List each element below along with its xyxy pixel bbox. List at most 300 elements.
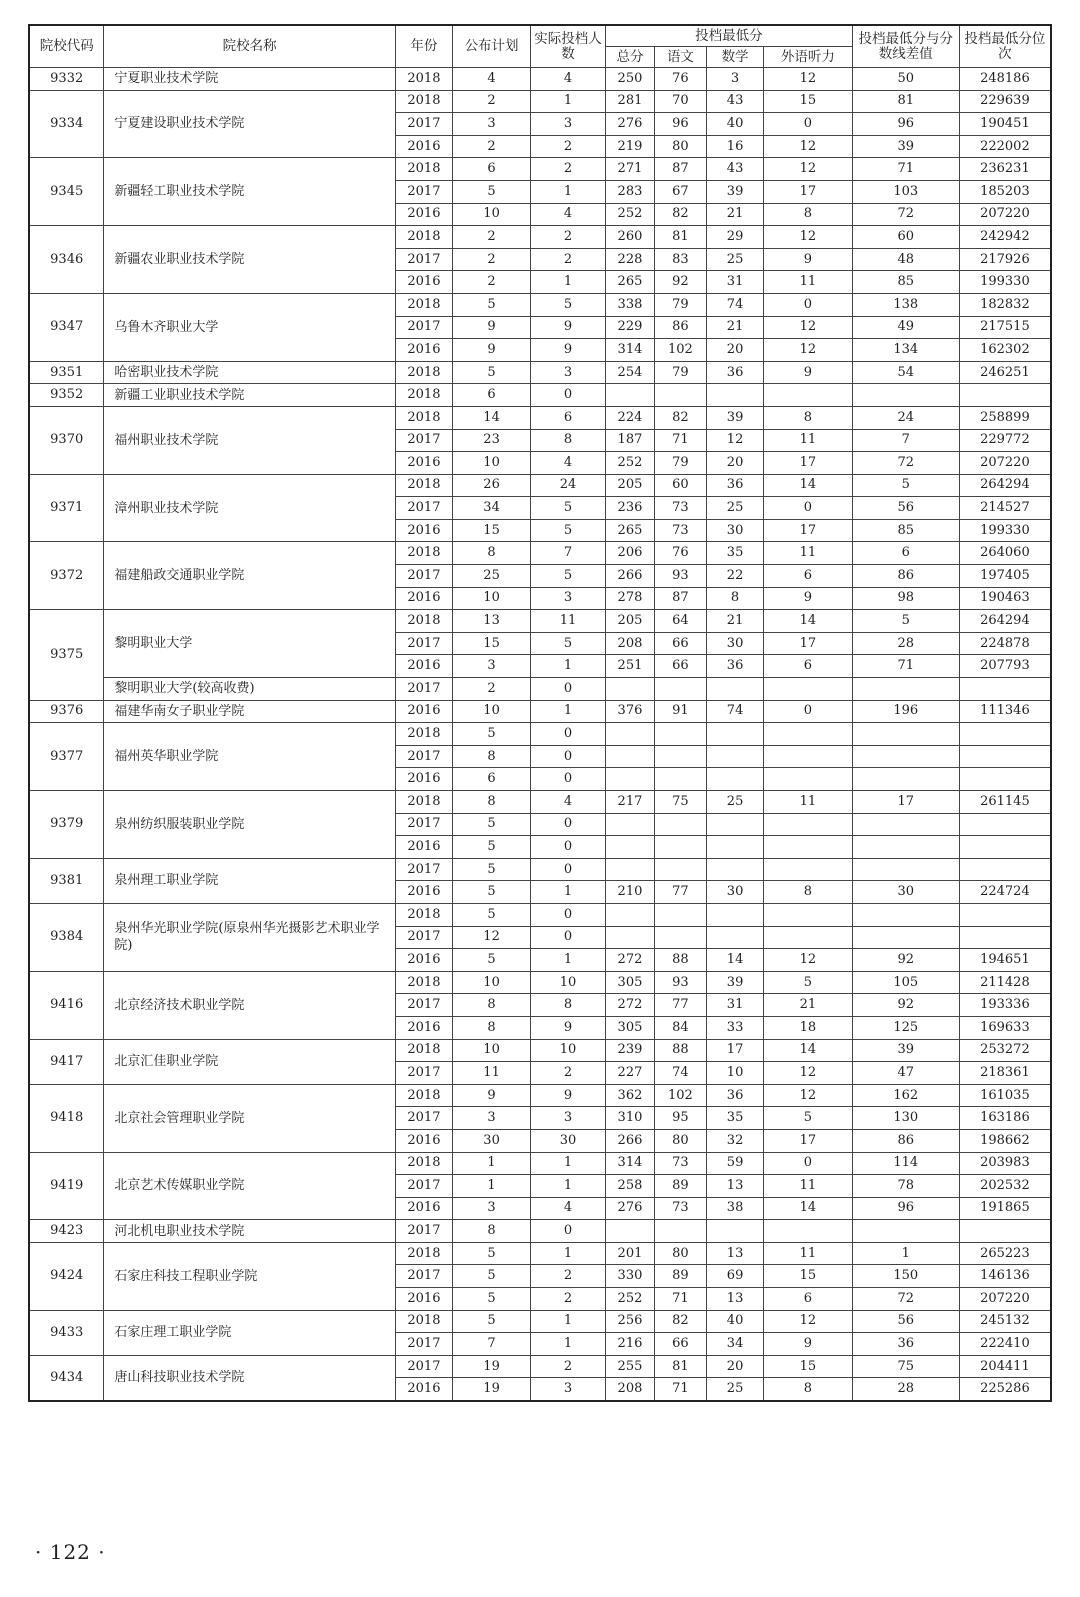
math-score-cell xyxy=(706,1220,763,1243)
score-diff-cell: 150 xyxy=(852,1265,959,1288)
total-score-cell: 266 xyxy=(606,565,655,588)
score-diff-cell xyxy=(852,813,959,836)
foreign-score-cell xyxy=(764,813,852,836)
plan-cell: 8 xyxy=(453,1016,531,1039)
rank-cell: 211428 xyxy=(959,971,1051,994)
year-cell: 2017 xyxy=(395,113,452,136)
header-total: 总分 xyxy=(606,47,655,68)
rank-cell: 207220 xyxy=(959,203,1051,226)
score-diff-cell: 81 xyxy=(852,90,959,113)
rank-cell: 217926 xyxy=(959,248,1051,271)
admitted-cell: 30 xyxy=(531,1129,606,1152)
math-score-cell: 39 xyxy=(706,406,763,429)
score-diff-cell: 130 xyxy=(852,1107,959,1130)
chinese-score-cell: 95 xyxy=(654,1107,706,1130)
math-score-cell: 25 xyxy=(706,497,763,520)
year-cell: 2016 xyxy=(395,339,452,362)
table-row xyxy=(29,68,1051,91)
year-cell: 2017 xyxy=(395,497,452,520)
math-score-cell: 21 xyxy=(706,316,763,339)
table-row xyxy=(29,678,1051,701)
chinese-score-cell xyxy=(654,858,706,881)
plan-cell: 2 xyxy=(453,248,531,271)
chinese-score-cell xyxy=(654,384,706,407)
math-score-cell: 20 xyxy=(706,1355,763,1378)
year-cell: 2017 xyxy=(395,429,452,452)
total-score-cell xyxy=(606,926,655,949)
foreign-score-cell: 12 xyxy=(764,1084,852,1107)
math-score-cell: 33 xyxy=(706,1016,763,1039)
school-code: 9416 xyxy=(29,971,104,1039)
chinese-score-cell: 96 xyxy=(654,113,706,136)
admitted-cell: 2 xyxy=(531,1288,606,1311)
math-score-cell: 32 xyxy=(706,1129,763,1152)
total-score-cell: 187 xyxy=(606,429,655,452)
admitted-cell: 1 xyxy=(531,655,606,678)
score-diff-cell: 72 xyxy=(852,452,959,475)
school-code: 9334 xyxy=(29,90,104,158)
school-code: 9347 xyxy=(29,293,104,361)
math-score-cell: 69 xyxy=(706,1265,763,1288)
header-plan: 公布计划 xyxy=(453,25,531,68)
admitted-cell: 3 xyxy=(531,113,606,136)
math-score-cell: 31 xyxy=(706,994,763,1017)
foreign-score-cell: 12 xyxy=(764,158,852,181)
table-row xyxy=(29,158,1051,181)
year-cell: 2017 xyxy=(395,316,452,339)
admitted-cell: 0 xyxy=(531,926,606,949)
chinese-score-cell: 77 xyxy=(654,881,706,904)
score-diff-cell: 30 xyxy=(852,881,959,904)
plan-cell: 3 xyxy=(453,655,531,678)
rank-cell: 193336 xyxy=(959,994,1051,1017)
year-cell: 2018 xyxy=(395,68,452,91)
school-name: 泉州理工职业学院 xyxy=(104,858,395,903)
chinese-score-cell: 80 xyxy=(654,135,706,158)
plan-cell: 12 xyxy=(453,926,531,949)
total-score-cell: 305 xyxy=(606,1016,655,1039)
foreign-score-cell: 12 xyxy=(764,339,852,362)
chinese-score-cell: 79 xyxy=(654,452,706,475)
school-code: 9419 xyxy=(29,1152,104,1220)
chinese-score-cell: 76 xyxy=(654,68,706,91)
math-score-cell: 36 xyxy=(706,474,763,497)
school-code: 9370 xyxy=(29,406,104,474)
foreign-score-cell: 12 xyxy=(764,949,852,972)
foreign-score-cell: 5 xyxy=(764,971,852,994)
math-score-cell xyxy=(706,836,763,859)
total-score-cell: 338 xyxy=(606,293,655,316)
year-cell: 2017 xyxy=(395,1220,452,1243)
total-score-cell: 281 xyxy=(606,90,655,113)
math-score-cell: 31 xyxy=(706,271,763,294)
math-score-cell: 16 xyxy=(706,135,763,158)
rank-cell: 264294 xyxy=(959,610,1051,633)
admitted-cell: 0 xyxy=(531,1220,606,1243)
rank-cell: 203983 xyxy=(959,1152,1051,1175)
score-diff-cell: 5 xyxy=(852,474,959,497)
total-score-cell xyxy=(606,858,655,881)
year-cell: 2016 xyxy=(395,1129,452,1152)
score-diff-cell: 92 xyxy=(852,949,959,972)
chinese-score-cell: 88 xyxy=(654,1039,706,1062)
foreign-score-cell: 17 xyxy=(764,452,852,475)
total-score-cell: 250 xyxy=(606,68,655,91)
total-score-cell: 229 xyxy=(606,316,655,339)
rank-cell: 245132 xyxy=(959,1310,1051,1333)
table-row xyxy=(29,1242,1051,1265)
total-score-cell: 219 xyxy=(606,135,655,158)
table-row xyxy=(29,1152,1051,1175)
foreign-score-cell: 17 xyxy=(764,632,852,655)
year-cell: 2018 xyxy=(395,1242,452,1265)
admitted-cell: 4 xyxy=(531,452,606,475)
math-score-cell xyxy=(706,723,763,746)
admitted-cell: 8 xyxy=(531,429,606,452)
foreign-score-cell: 8 xyxy=(764,203,852,226)
year-cell: 2018 xyxy=(395,903,452,926)
score-diff-cell: 125 xyxy=(852,1016,959,1039)
plan-cell: 2 xyxy=(453,678,531,701)
foreign-score-cell: 8 xyxy=(764,881,852,904)
year-cell: 2016 xyxy=(395,587,452,610)
admitted-cell: 10 xyxy=(531,1039,606,1062)
total-score-cell: 266 xyxy=(606,1129,655,1152)
school-name: 北京经济技术职业学院 xyxy=(104,971,395,1039)
admitted-cell: 2 xyxy=(531,158,606,181)
math-score-cell: 30 xyxy=(706,519,763,542)
score-diff-cell: 72 xyxy=(852,203,959,226)
admitted-cell: 9 xyxy=(531,316,606,339)
score-diff-cell: 60 xyxy=(852,226,959,249)
school-code: 9345 xyxy=(29,158,104,226)
rank-cell xyxy=(959,903,1051,926)
total-score-cell: 236 xyxy=(606,497,655,520)
score-diff-cell xyxy=(852,384,959,407)
rank-cell: 162302 xyxy=(959,339,1051,362)
rank-cell: 217515 xyxy=(959,316,1051,339)
rank-cell xyxy=(959,926,1051,949)
chinese-score-cell: 89 xyxy=(654,1265,706,1288)
plan-cell: 8 xyxy=(453,745,531,768)
score-diff-cell xyxy=(852,926,959,949)
foreign-score-cell: 12 xyxy=(764,226,852,249)
total-score-cell: 278 xyxy=(606,587,655,610)
chinese-score-cell xyxy=(654,745,706,768)
school-name: 福州职业技术学院 xyxy=(104,406,395,474)
rank-cell: 236231 xyxy=(959,158,1051,181)
rank-cell xyxy=(959,858,1051,881)
plan-cell: 9 xyxy=(453,1084,531,1107)
admitted-cell: 24 xyxy=(531,474,606,497)
total-score-cell: 376 xyxy=(606,700,655,723)
admitted-cell: 1 xyxy=(531,271,606,294)
math-score-cell: 74 xyxy=(706,293,763,316)
chinese-score-cell: 71 xyxy=(654,1378,706,1401)
rank-cell: 198662 xyxy=(959,1129,1051,1152)
admitted-cell: 9 xyxy=(531,339,606,362)
school-name: 新疆轻工职业技术学院 xyxy=(104,158,395,226)
year-cell: 2018 xyxy=(395,971,452,994)
foreign-score-cell: 9 xyxy=(764,1333,852,1356)
table-row xyxy=(29,1310,1051,1333)
score-diff-cell: 49 xyxy=(852,316,959,339)
total-score-cell: 251 xyxy=(606,655,655,678)
score-diff-cell: 36 xyxy=(852,1333,959,1356)
math-score-cell: 10 xyxy=(706,1062,763,1085)
chinese-score-cell: 86 xyxy=(654,316,706,339)
score-diff-cell xyxy=(852,768,959,791)
math-score-cell: 34 xyxy=(706,1333,763,1356)
table-row xyxy=(29,293,1051,316)
chinese-score-cell: 60 xyxy=(654,474,706,497)
plan-cell: 2 xyxy=(453,226,531,249)
foreign-score-cell: 9 xyxy=(764,587,852,610)
plan-cell: 26 xyxy=(453,474,531,497)
admitted-cell: 11 xyxy=(531,610,606,633)
foreign-score-cell: 12 xyxy=(764,1310,852,1333)
foreign-score-cell: 11 xyxy=(764,429,852,452)
year-cell: 2017 xyxy=(395,678,452,701)
rank-cell: 207220 xyxy=(959,452,1051,475)
plan-cell: 14 xyxy=(453,406,531,429)
plan-cell: 8 xyxy=(453,791,531,814)
foreign-score-cell: 11 xyxy=(764,791,852,814)
foreign-score-cell: 17 xyxy=(764,1129,852,1152)
math-score-cell: 8 xyxy=(706,587,763,610)
score-diff-cell xyxy=(852,903,959,926)
total-score-cell: 265 xyxy=(606,519,655,542)
score-diff-cell: 162 xyxy=(852,1084,959,1107)
total-score-cell: 206 xyxy=(606,542,655,565)
math-score-cell: 40 xyxy=(706,1310,763,1333)
table-row xyxy=(29,226,1051,249)
chinese-score-cell: 73 xyxy=(654,1197,706,1220)
school-name: 北京艺术传媒职业学院 xyxy=(104,1152,395,1220)
chinese-score-cell: 83 xyxy=(654,248,706,271)
total-score-cell: 283 xyxy=(606,180,655,203)
math-score-cell: 25 xyxy=(706,1378,763,1401)
header-admitted: 实际投档人数 xyxy=(531,25,606,68)
table-row xyxy=(29,1084,1051,1107)
foreign-score-cell: 0 xyxy=(764,113,852,136)
school-name: 宁夏建设职业技术学院 xyxy=(104,90,395,158)
foreign-score-cell: 15 xyxy=(764,90,852,113)
foreign-score-cell: 8 xyxy=(764,406,852,429)
plan-cell: 10 xyxy=(453,700,531,723)
header-foreign: 外语听力 xyxy=(764,47,852,68)
foreign-score-cell: 9 xyxy=(764,361,852,384)
year-cell: 2017 xyxy=(395,1265,452,1288)
admitted-cell: 1 xyxy=(531,1310,606,1333)
score-diff-cell: 71 xyxy=(852,655,959,678)
total-score-cell: 271 xyxy=(606,158,655,181)
score-diff-cell: 85 xyxy=(852,519,959,542)
chinese-score-cell xyxy=(654,678,706,701)
year-cell: 2017 xyxy=(395,1333,452,1356)
school-name: 泉州纺织服装职业学院 xyxy=(104,791,395,859)
plan-cell: 3 xyxy=(453,1197,531,1220)
year-cell: 2016 xyxy=(395,135,452,158)
foreign-score-cell: 21 xyxy=(764,994,852,1017)
score-diff-cell: 50 xyxy=(852,68,959,91)
school-code: 9372 xyxy=(29,542,104,610)
rank-cell xyxy=(959,745,1051,768)
table-row xyxy=(29,971,1051,994)
admitted-cell: 4 xyxy=(531,203,606,226)
plan-cell: 23 xyxy=(453,429,531,452)
admitted-cell: 3 xyxy=(531,1107,606,1130)
rank-cell xyxy=(959,836,1051,859)
total-score-cell xyxy=(606,1220,655,1243)
chinese-score-cell xyxy=(654,813,706,836)
total-score-cell: 205 xyxy=(606,610,655,633)
admitted-cell: 0 xyxy=(531,858,606,881)
chinese-score-cell: 70 xyxy=(654,90,706,113)
year-cell: 2017 xyxy=(395,994,452,1017)
plan-cell: 5 xyxy=(453,1288,531,1311)
score-diff-cell: 72 xyxy=(852,1288,959,1311)
year-cell: 2016 xyxy=(395,700,452,723)
score-diff-cell: 39 xyxy=(852,135,959,158)
math-score-cell: 20 xyxy=(706,339,763,362)
admitted-cell: 1 xyxy=(531,881,606,904)
year-cell: 2018 xyxy=(395,406,452,429)
chinese-score-cell: 73 xyxy=(654,497,706,520)
score-diff-cell: 56 xyxy=(852,497,959,520)
score-diff-cell xyxy=(852,678,959,701)
school-name: 石家庄理工职业学院 xyxy=(104,1310,395,1355)
year-cell: 2018 xyxy=(395,226,452,249)
rank-cell: 246251 xyxy=(959,361,1051,384)
math-score-cell: 30 xyxy=(706,881,763,904)
math-score-cell: 43 xyxy=(706,90,763,113)
year-cell: 2018 xyxy=(395,293,452,316)
admitted-cell: 1 xyxy=(531,700,606,723)
school-name: 新疆农业职业技术学院 xyxy=(104,226,395,294)
total-score-cell: 224 xyxy=(606,406,655,429)
total-score-cell: 362 xyxy=(606,1084,655,1107)
year-cell: 2017 xyxy=(395,248,452,271)
math-score-cell: 13 xyxy=(706,1242,763,1265)
table-row xyxy=(29,791,1051,814)
plan-cell: 6 xyxy=(453,384,531,407)
page-number: · 122 · xyxy=(35,1540,106,1564)
total-score-cell: 254 xyxy=(606,361,655,384)
chinese-score-cell: 93 xyxy=(654,565,706,588)
math-score-cell: 36 xyxy=(706,1084,763,1107)
score-diff-cell: 114 xyxy=(852,1152,959,1175)
score-diff-cell: 39 xyxy=(852,1039,959,1062)
foreign-score-cell: 14 xyxy=(764,474,852,497)
total-score-cell: 305 xyxy=(606,971,655,994)
header-math: 数学 xyxy=(706,47,763,68)
plan-cell: 5 xyxy=(453,1265,531,1288)
plan-cell: 10 xyxy=(453,587,531,610)
school-name: 乌鲁木齐职业大学 xyxy=(104,293,395,361)
school-code: 9379 xyxy=(29,791,104,859)
math-score-cell xyxy=(706,926,763,949)
foreign-score-cell xyxy=(764,745,852,768)
plan-cell: 2 xyxy=(453,271,531,294)
chinese-score-cell: 81 xyxy=(654,1355,706,1378)
chinese-score-cell: 89 xyxy=(654,1175,706,1198)
chinese-score-cell xyxy=(654,926,706,949)
score-diff-cell: 96 xyxy=(852,1197,959,1220)
plan-cell: 6 xyxy=(453,768,531,791)
chinese-score-cell: 66 xyxy=(654,632,706,655)
header-rank: 投档最低分位次 xyxy=(959,25,1051,68)
total-score-cell xyxy=(606,745,655,768)
admitted-cell: 0 xyxy=(531,836,606,859)
admitted-cell: 0 xyxy=(531,384,606,407)
foreign-score-cell: 9 xyxy=(764,248,852,271)
rank-cell xyxy=(959,768,1051,791)
total-score-cell: 208 xyxy=(606,1378,655,1401)
school-code: 9434 xyxy=(29,1355,104,1401)
total-score-cell: 201 xyxy=(606,1242,655,1265)
total-score-cell xyxy=(606,723,655,746)
plan-cell: 5 xyxy=(453,1242,531,1265)
total-score-cell: 227 xyxy=(606,1062,655,1085)
score-diff-cell: 86 xyxy=(852,1129,959,1152)
admitted-cell: 2 xyxy=(531,1062,606,1085)
foreign-score-cell xyxy=(764,836,852,859)
total-score-cell: 255 xyxy=(606,1355,655,1378)
plan-cell: 5 xyxy=(453,813,531,836)
foreign-score-cell: 18 xyxy=(764,1016,852,1039)
admitted-cell: 1 xyxy=(531,90,606,113)
math-score-cell xyxy=(706,813,763,836)
chinese-score-cell: 79 xyxy=(654,361,706,384)
table-body xyxy=(29,68,1051,1402)
total-score-cell: 272 xyxy=(606,994,655,1017)
year-cell: 2017 xyxy=(395,180,452,203)
year-cell: 2016 xyxy=(395,452,452,475)
admitted-cell: 1 xyxy=(531,949,606,972)
admitted-cell: 0 xyxy=(531,723,606,746)
plan-cell: 10 xyxy=(453,1039,531,1062)
year-cell: 2018 xyxy=(395,1039,452,1062)
score-diff-cell: 56 xyxy=(852,1310,959,1333)
total-score-cell: 217 xyxy=(606,791,655,814)
year-cell: 2018 xyxy=(395,158,452,181)
plan-cell: 5 xyxy=(453,293,531,316)
chinese-score-cell: 84 xyxy=(654,1016,706,1039)
chinese-score-cell: 71 xyxy=(654,1288,706,1311)
math-score-cell: 29 xyxy=(706,226,763,249)
rank-cell: 163186 xyxy=(959,1107,1051,1130)
foreign-score-cell: 14 xyxy=(764,610,852,633)
school-code: 9351 xyxy=(29,361,104,384)
year-cell: 2017 xyxy=(395,1062,452,1085)
school-code: 9346 xyxy=(29,226,104,294)
math-score-cell: 25 xyxy=(706,248,763,271)
chinese-score-cell: 88 xyxy=(654,949,706,972)
year-cell: 2016 xyxy=(395,1197,452,1220)
chinese-score-cell: 77 xyxy=(654,994,706,1017)
school-name: 黎明职业大学 xyxy=(104,610,395,678)
school-name: 泉州华光职业学院(原泉州华光摄影艺术职业学院) xyxy=(104,903,395,971)
year-cell: 2018 xyxy=(395,474,452,497)
plan-cell: 2 xyxy=(453,90,531,113)
plan-cell: 8 xyxy=(453,1220,531,1243)
year-cell: 2017 xyxy=(395,565,452,588)
score-diff-cell: 103 xyxy=(852,180,959,203)
total-score-cell: 258 xyxy=(606,1175,655,1198)
score-diff-cell: 54 xyxy=(852,361,959,384)
foreign-score-cell xyxy=(764,384,852,407)
